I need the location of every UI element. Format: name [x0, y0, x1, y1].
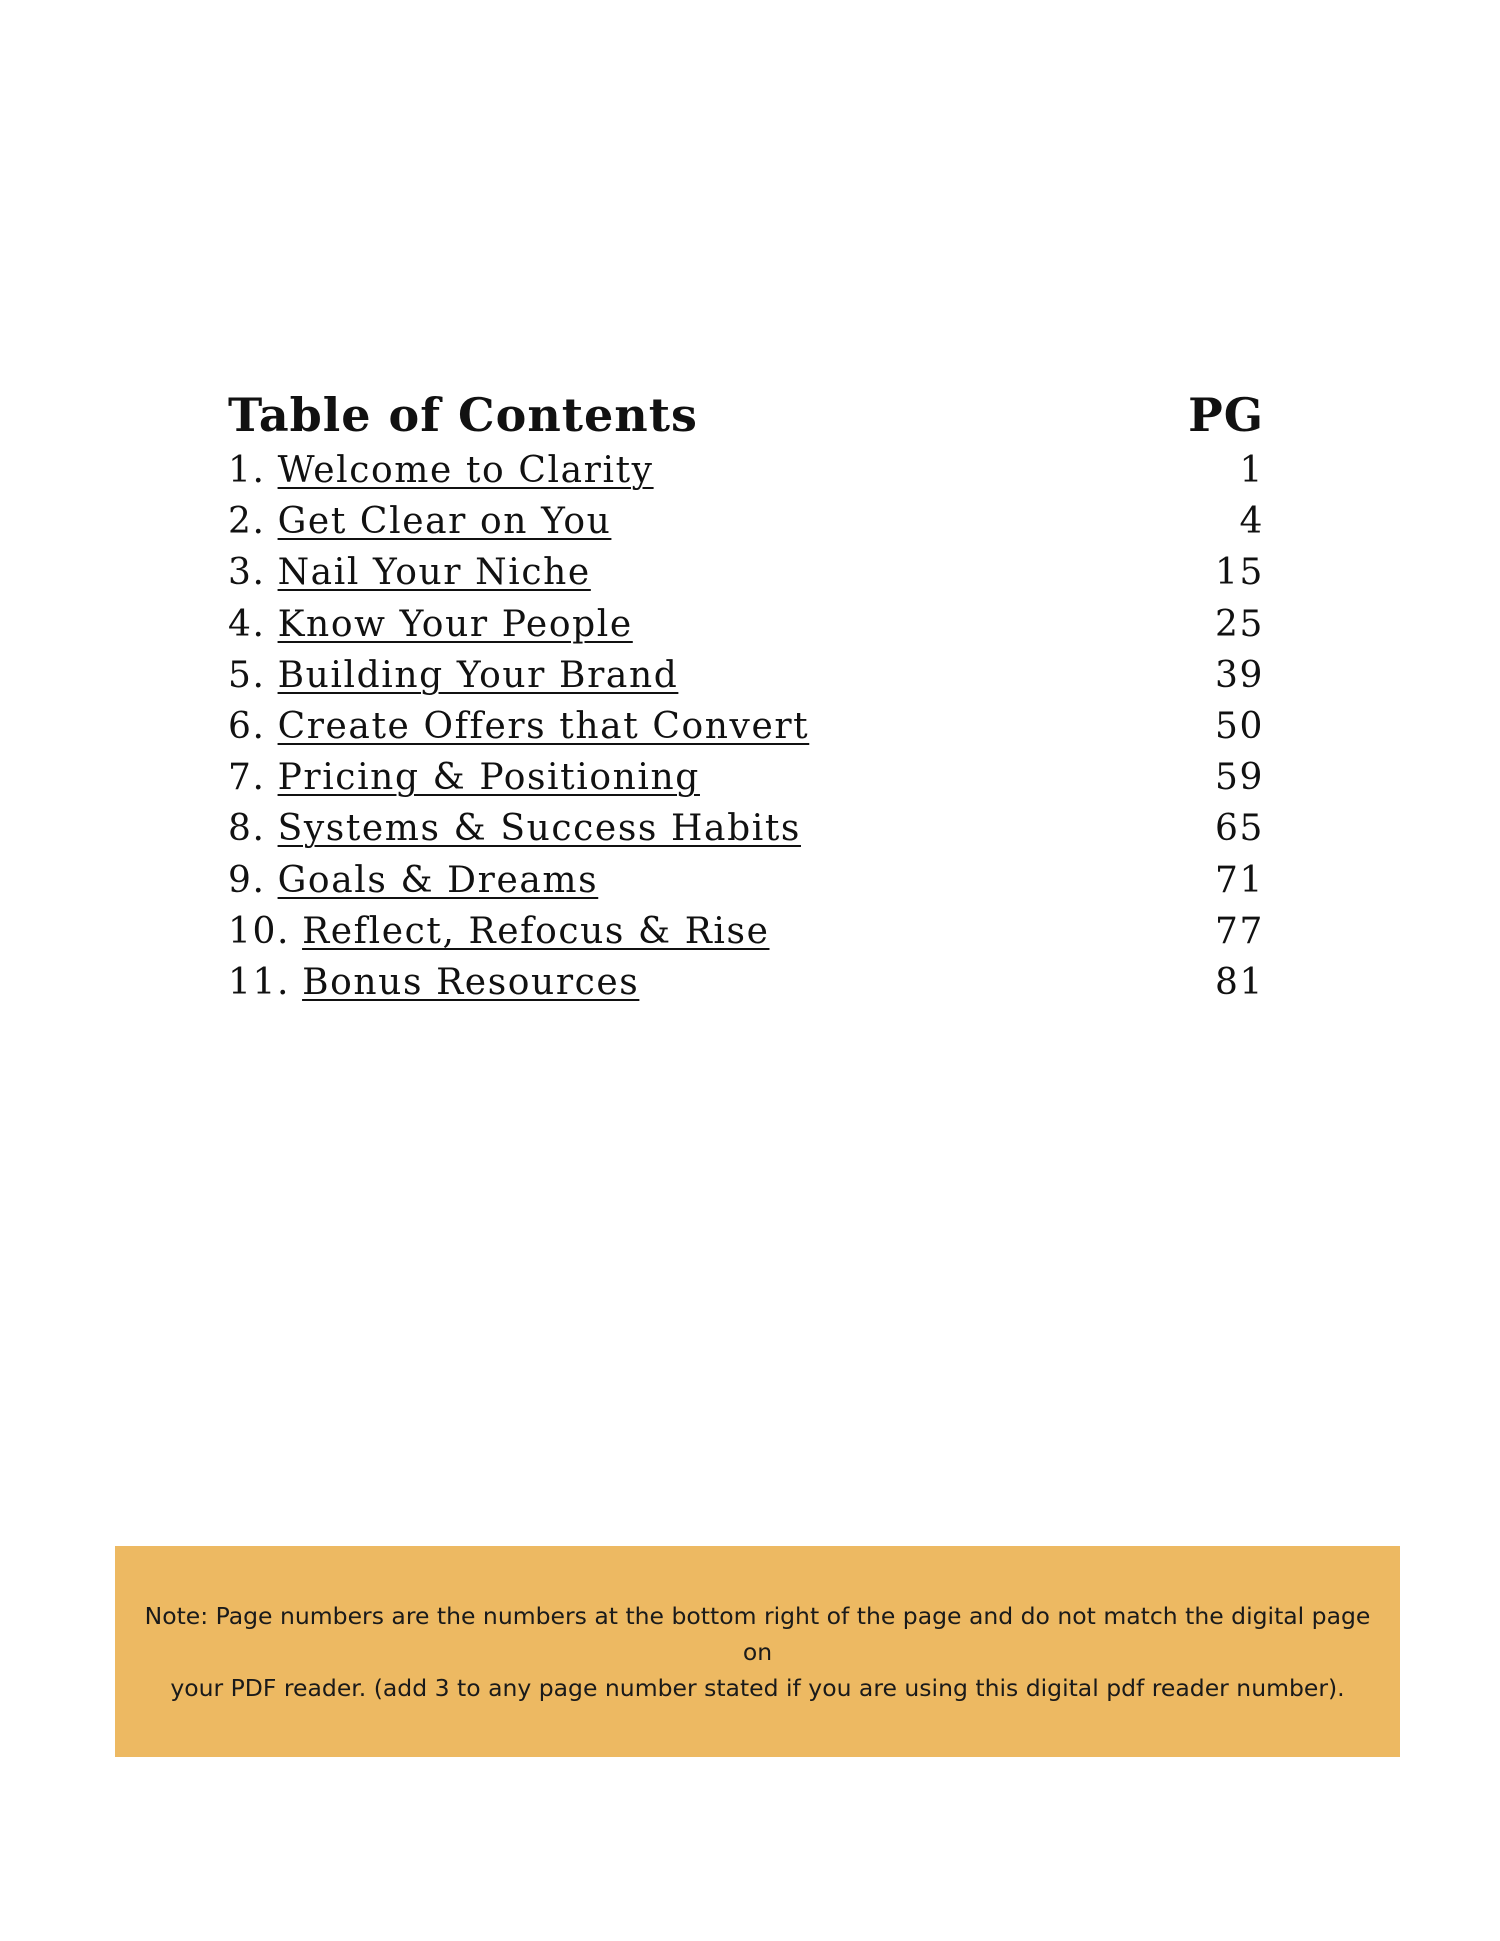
toc-entry-number: 7. [228, 757, 266, 799]
toc-link-building-your-brand[interactable]: Building Your Brand [277, 654, 679, 696]
toc-entry-page: 4 [1239, 501, 1264, 543]
toc-link-create-offers-that-convert[interactable]: Create Offers that Convert [277, 705, 810, 747]
toc-entry-page: 77 [1214, 910, 1264, 952]
toc-entry [228, 604, 1264, 655]
toc-entry [228, 911, 1264, 962]
toc-title: Table of Contents [228, 388, 698, 442]
toc-link-goals-dreams[interactable]: Goals & Dreams [277, 859, 599, 901]
toc-entry [228, 808, 1264, 859]
toc-entry-number: 10. [228, 910, 291, 952]
toc-entry-number: 4. [228, 603, 266, 645]
toc-entry-page: 50 [1214, 705, 1264, 747]
toc-entry-page: 59 [1214, 757, 1264, 799]
toc-link-systems-success-habits[interactable]: Systems & Success Habits [277, 808, 801, 850]
toc-entry-number: 9. [228, 859, 266, 901]
toc-entry-page: 81 [1214, 961, 1264, 1003]
toc-link-get-clear-on-you[interactable]: Get Clear on You [277, 501, 612, 543]
toc-page-column-header: PG [1188, 388, 1264, 442]
note-line-2: your PDF reader. (add 3 to any page number stated if you are using this digital pdf reader number). [170, 1673, 1345, 1702]
toc-link-pricing-positioning[interactable]: Pricing & Positioning [277, 757, 700, 799]
toc-entry-number: 1. [228, 450, 266, 491]
toc-entry-page: 1 [1239, 450, 1264, 491]
toc-entry-number: 11. [228, 961, 291, 1003]
toc-entry [228, 450, 1264, 501]
toc-link-welcome-to-clarity[interactable]: Welcome to Clarity [277, 450, 654, 491]
toc-entry-page: 39 [1214, 654, 1264, 696]
toc-entry [228, 757, 1264, 808]
page-number-note [135, 1598, 1380, 1706]
toc-header [228, 388, 1264, 450]
table-of-contents [228, 388, 1264, 1013]
toc-entry-number: 3. [228, 552, 266, 594]
toc-link-know-your-people[interactable]: Know Your People [277, 603, 633, 645]
toc-list [228, 450, 1264, 1013]
toc-entry-number: 5. [228, 654, 266, 696]
toc-entry-number: 2. [228, 501, 266, 543]
toc-entry [228, 962, 1264, 1013]
toc-entry-page: 65 [1214, 808, 1264, 850]
toc-entry [228, 501, 1264, 552]
toc-entry-page: 71 [1214, 859, 1264, 901]
note-line-1: Note: Page numbers are the numbers at the bottom right of the page and do not match the digital page on [144, 1601, 1371, 1666]
toc-link-reflect-refocus-rise[interactable]: Reflect, Refocus & Rise [302, 910, 770, 952]
toc-entry-page: 15 [1214, 552, 1264, 594]
toc-entry-number: 6. [228, 705, 266, 747]
toc-entry-page: 25 [1214, 603, 1264, 645]
toc-entry-number: 8. [228, 808, 266, 850]
toc-entry [228, 655, 1264, 706]
toc-entry [228, 552, 1264, 603]
toc-entry [228, 860, 1264, 911]
toc-link-nail-your-niche[interactable]: Nail Your Niche [277, 552, 591, 594]
page-number-note-box [115, 1546, 1400, 1757]
toc-link-bonus-resources[interactable]: Bonus Resources [302, 961, 640, 1003]
toc-entry [228, 706, 1264, 757]
